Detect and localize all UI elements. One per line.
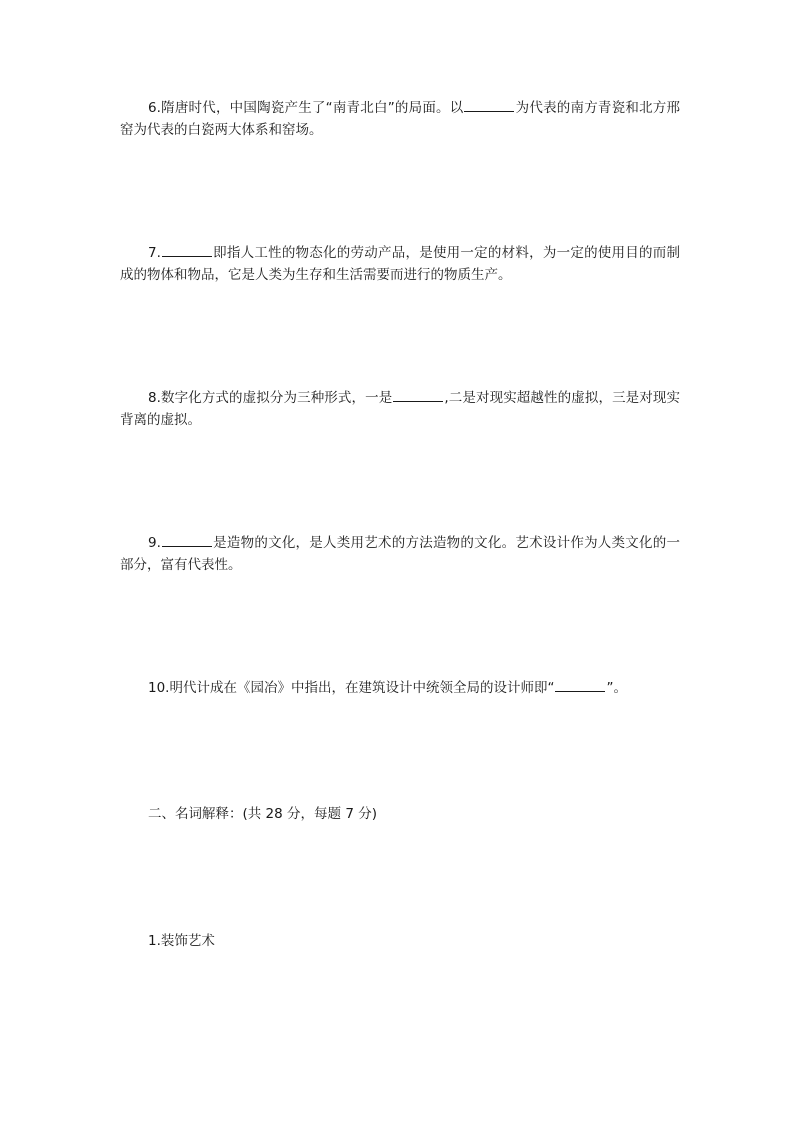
question-text: 隋唐时代，中国陶瓷产生了“南青北白”的局面。以 <box>160 100 464 116</box>
question-8 <box>120 387 680 431</box>
answer-blank <box>162 242 212 257</box>
answer-blank <box>393 387 443 402</box>
question-text: 数字化方式的虚拟分为三种形式，一是 <box>160 390 393 406</box>
question-10 <box>120 677 680 699</box>
question-number: 7. <box>148 245 161 261</box>
question-text: 即指人工性的物态化的劳动产品，是使用一定的材料，为一定的使用目的而制成的物体和物品，它是人类为生存和生活需要而进行的物质生产。 <box>120 245 680 283</box>
term-item: 1.装饰艺术 <box>148 933 215 949</box>
question-number: 9. <box>148 535 161 551</box>
answer-blank <box>555 677 605 692</box>
question-number: 6. <box>148 100 161 116</box>
answer-blank <box>464 97 514 112</box>
question-text: 为代表的南方青瓷和北方邢窑为代表的白瓷两大体系和窑场。 <box>120 100 680 138</box>
question-number: 10. <box>148 680 170 696</box>
question-text: ,二是对现实超越性的虚拟，三是对现实背离的虚拟。 <box>120 390 681 428</box>
question-7 <box>120 242 680 286</box>
question-6 <box>120 97 680 141</box>
question-text: ”。 <box>606 680 627 696</box>
question-9 <box>120 532 680 576</box>
question-text: 明代计成在《园冶》中指出，在建筑设计中统领全局的设计师即“ <box>169 680 555 696</box>
answer-blank <box>162 532 212 547</box>
question-text: 是造物的文化，是人类用艺术的方法造物的文化。艺术设计作为人类文化的一部分，富有代表性。 <box>120 535 680 573</box>
question-number: 8. <box>148 390 161 406</box>
section-heading: 二、名词解释：(共 28 分，每题 7 分) <box>148 806 377 822</box>
